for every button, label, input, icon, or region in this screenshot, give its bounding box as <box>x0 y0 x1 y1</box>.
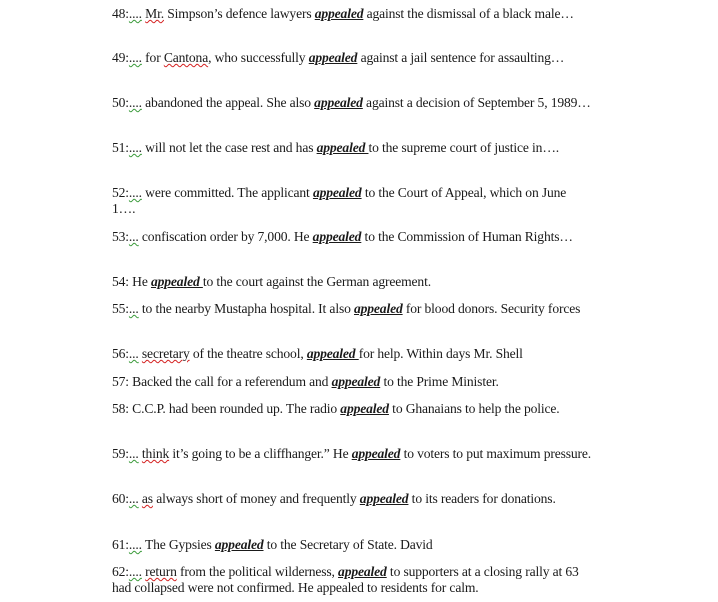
context-left: The Gypsies <box>144 537 215 552</box>
concordance-line <box>112 6 592 22</box>
keyword: appealed <box>308 50 358 65</box>
flagged-word: think <box>141 446 170 461</box>
context-right: to the court against the German agreement. <box>202 274 431 289</box>
ellipsis: ... <box>128 491 139 506</box>
concordance-line <box>112 537 592 553</box>
context-left: Simpson’s defence lawyers <box>163 6 315 21</box>
line-number: 62: <box>112 564 129 579</box>
context-right: to supporters at a closing rally at 63 had collapsed were not confirmed. He appealed to residents for calm. <box>112 564 579 595</box>
concordance-line <box>112 140 592 156</box>
concordance-line <box>112 185 592 217</box>
context-right: against a jail sentence for assaulting… <box>357 50 565 65</box>
concordance-line <box>112 446 592 462</box>
context-left: always short of money and frequently <box>152 491 360 506</box>
context-right: against the dismissal of a black male… <box>363 6 574 21</box>
concordance-line <box>112 301 592 317</box>
keyword: appealed <box>338 564 387 579</box>
keyword: appealed <box>150 274 203 289</box>
ellipsis: ... <box>128 346 139 361</box>
keyword: appealed <box>314 95 363 110</box>
line-number: 53: <box>112 229 129 244</box>
context-left: it’s going to be a cliffhanger.” He <box>169 446 352 461</box>
line-number: 54: He <box>112 274 151 289</box>
context-right: for blood donors. Security forces <box>402 301 581 316</box>
context-left: from the political wilderness, <box>176 564 339 579</box>
line-number: 57: Backed the call for a referendum and <box>112 374 332 389</box>
line-number: 60: <box>112 491 129 506</box>
keyword: appealed <box>214 537 264 552</box>
line-number: 56: <box>112 346 129 361</box>
keyword: appealed <box>331 374 381 389</box>
line-number: 52: <box>112 185 129 200</box>
flagged-word: return <box>145 564 177 579</box>
context-left: , who successfully <box>208 50 309 65</box>
context-left: will not let the case rest and has <box>145 140 317 155</box>
ellipsis: ... <box>128 229 139 244</box>
ellipsis: .... <box>128 95 142 110</box>
context-left: abandoned the appeal. She also <box>145 95 315 110</box>
flagged-word: Mr. <box>145 6 164 21</box>
keyword: appealed <box>306 346 359 361</box>
keyword: appealed <box>312 229 362 244</box>
context-left: to the nearby Mustapha hospital. It also <box>141 301 354 316</box>
concordance-line <box>112 274 592 290</box>
text: for <box>141 50 164 65</box>
context-right: to the Court of Appeal, which on June 1…. <box>112 185 567 216</box>
concordance-line <box>112 374 592 390</box>
context-left: of the theatre school, <box>189 346 307 361</box>
keyword: appealed <box>316 140 369 155</box>
flagged-word: Cantona <box>163 50 209 65</box>
concordance-line <box>112 346 592 362</box>
line-number: 58: C.C.P. had been rounded up. The radio <box>112 401 341 416</box>
ellipsis: ... <box>128 446 139 461</box>
context-right: to voters to put maximum pressure. <box>400 446 592 461</box>
context-right: to the Prime Minister. <box>380 374 499 389</box>
keyword: appealed <box>312 185 362 200</box>
ellipsis: ... <box>128 301 139 316</box>
context-right: to Ghanaians to help the police. <box>388 401 560 416</box>
keyword: appealed <box>351 446 401 461</box>
context-left: confiscation order by 7,000. He <box>141 229 313 244</box>
flagged-word: secretary <box>141 346 190 361</box>
concordance-line <box>112 50 592 66</box>
concordance-line <box>112 564 592 596</box>
line-number: 61: <box>112 537 129 552</box>
line-number: 51: <box>112 140 129 155</box>
line-number: 49: <box>112 50 129 65</box>
concordance-line <box>112 95 592 111</box>
concordance-line <box>112 229 592 245</box>
line-number: 48: <box>112 6 129 21</box>
line-number: 59: <box>112 446 129 461</box>
context-right: for help. Within days Mr. Shell <box>358 346 523 361</box>
keyword: appealed <box>314 6 364 21</box>
ellipsis: .... <box>128 140 142 155</box>
concordance-line <box>112 401 592 417</box>
context-right: against a decision of September 5, 1989… <box>362 95 591 110</box>
flagged-word: as <box>141 491 153 506</box>
context-left: were committed. The applicant <box>145 185 313 200</box>
line-number: 55: <box>112 301 129 316</box>
ellipsis: .... <box>128 537 142 552</box>
keyword: appealed <box>340 401 389 416</box>
context-right: to the Secretary of State. David <box>263 537 433 552</box>
context-right: to its readers for donations. <box>408 491 556 506</box>
line-number: 50: <box>112 95 129 110</box>
context-right: to the Commission of Human Rights… <box>361 229 573 244</box>
keyword: appealed <box>353 301 403 316</box>
context-right: to the supreme court of justice in…. <box>368 140 560 155</box>
ellipsis: .... <box>128 564 142 579</box>
ellipsis: .... <box>128 185 142 200</box>
keyword: appealed <box>359 491 409 506</box>
concordance-line <box>112 491 592 507</box>
ellipsis: .... <box>128 6 142 21</box>
ellipsis: .... <box>128 50 142 65</box>
